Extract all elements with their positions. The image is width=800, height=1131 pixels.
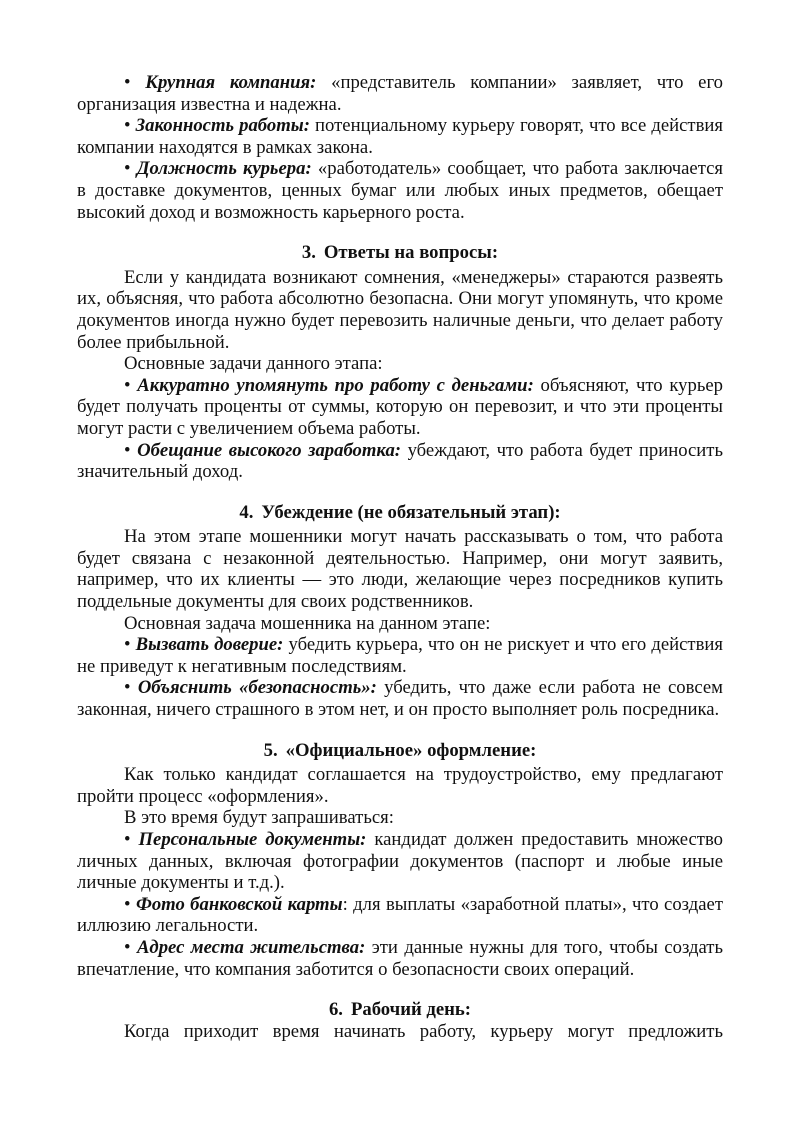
section-heading: 4. Убеждение (не обязательный этап): [239,501,561,523]
item-text: объясняют, что курьер будет получать проценты от суммы, которую он перевозит, и что эти проценты могут расти с увеличением объема работы. [77,374,724,439]
list-item: • Вызвать доверие: убедить курьера, что он не рискует и что его действия не приведут к негативным последствиям. [77,634,724,677]
paragraph: В это время будут запрашиваться: [124,807,394,829]
section-answers [77,242,723,483]
section-heading: 5. «Официальное» оформление: [263,739,537,761]
paragraph: Основная задача мошенника на данном этапе: [124,612,491,634]
item-text: эти данные нужны для того, чтобы создать впечатление, что компания заботится о безопасности своих операций. [77,936,723,980]
list-item: • Должность курьера: «работодатель» сообщает, что работа заключается в доставке документов, ценных бумаг или любых иных предметов, обещает высокий доход и возможность карьерного роста. [77,158,724,223]
item-text: убеждают, что работа будет приносить значительный доход. [77,439,723,483]
item-lead: Вызвать доверие: [135,634,284,656]
item-text: кандидат должен предоставить множество личных данных, включая фотографии документов (паспорт и любые иные личные документы и т.д.). [77,829,723,894]
item-lead: Обещание высокого заработка: [137,439,402,461]
item-text: убедить, что даже если работа не совсем законная, ничего страшного в этом нет, и он просто выполняет роль посредника. [77,677,723,721]
section-heading: 6. Рабочий день: [328,999,472,1021]
list-item: • Законность работы: потенциальному курьеру говорят, что все действия компании находятся в рамках закона. [77,115,723,158]
list-item: • Объяснить «безопасность»: убедить, что даже если работа не совсем законная, ничего страшного в этом нет, и он просто выполняет роль посредника. [77,677,723,721]
section-persuasion [77,502,723,721]
item-text: : для выплаты «заработной платы», что создает иллюзию легальности. [77,893,723,937]
item-text: «работодатель» сообщает, что работа заключается в доставке документов, ценных бумаг или любых иных предметов, обещает высокий доход и возможность карьерного роста. [77,158,724,223]
item-lead: Фото банковской карты [135,893,343,915]
list-item: • Персональные документы: кандидат должен предоставить множество личных данных, включая фотографии документов (паспорт и любые иные личные документы и т.д.). [77,829,723,894]
item-lead: Должность курьера: [136,158,312,180]
item-text: убедить курьера, что он не рискует и что его действия не приведут к негативным последствиям. [77,634,724,677]
list-item: • Аккуратно упомянуть про работу с деньгами: объясняют, что курьер будет получать проценты от суммы, которую он перевозит, и что эти проценты могут расти с увеличением объема работы. [77,374,724,439]
list-item: • Обещание высокого заработка: убеждают, что работа будет приносить значительный доход. [77,439,723,483]
item-lead: Персональные документы: [138,829,367,850]
paragraph: Когда приходит время начинать работу, курьеру могут предложить [124,1020,723,1042]
section-official-registration [77,740,723,981]
paragraph: На этом этапе мошенники могут начать рассказывать о том, что работа будет связана с незаконной деятельностью. Например, они могут заявить, например, что их клиенты — это люди, желающие через посредников купить поддельные документы для своих родственников. [77,526,723,613]
section-heading: 3. Ответы на вопросы: [301,242,499,264]
item-text: «представитель компании» заявляет, что его организация известна и надежна. [77,72,723,115]
item-lead: Крупная компания: [145,72,317,93]
section-workday [77,999,723,1042]
item-lead: Адрес места жительства: [136,936,366,958]
item-lead: Объяснить «безопасность»: [137,677,377,699]
item-lead: Законность работы: [135,115,310,137]
list-item: • Фото банковской карты: для выплаты «заработной платы», что создает иллюзию легальности. [77,893,723,937]
item-text: потенциальному курьеру говорят, что все действия компании находятся в рамках закона. [77,115,723,158]
list-item: • Адрес места жительства: эти данные нужны для того, чтобы создать впечатление, что компания заботится о безопасности своих операций. [77,936,723,980]
paragraph: Если у кандидата возникают сомнения, «менеджеры» стараются развеять их, объясняя, что работа абсолютно безопасна. Они могут упомянуть, что кроме документов иногда нужно будет перевозить наличные деньги, что делает работу более прибыльной. [77,266,723,353]
item-lead: Аккуратно упомянуть про работу с деньгами: [137,374,534,396]
list-item: • Крупная компания: «представитель компании» заявляет, что его организация известна и надежна. [77,72,723,115]
paragraph: Как только кандидат соглашается на трудоустройство, ему предлагают пройти процесс «оформления». [77,764,723,807]
paragraph: Основные задачи данного этапа: [124,353,383,375]
intro-list [77,72,723,223]
